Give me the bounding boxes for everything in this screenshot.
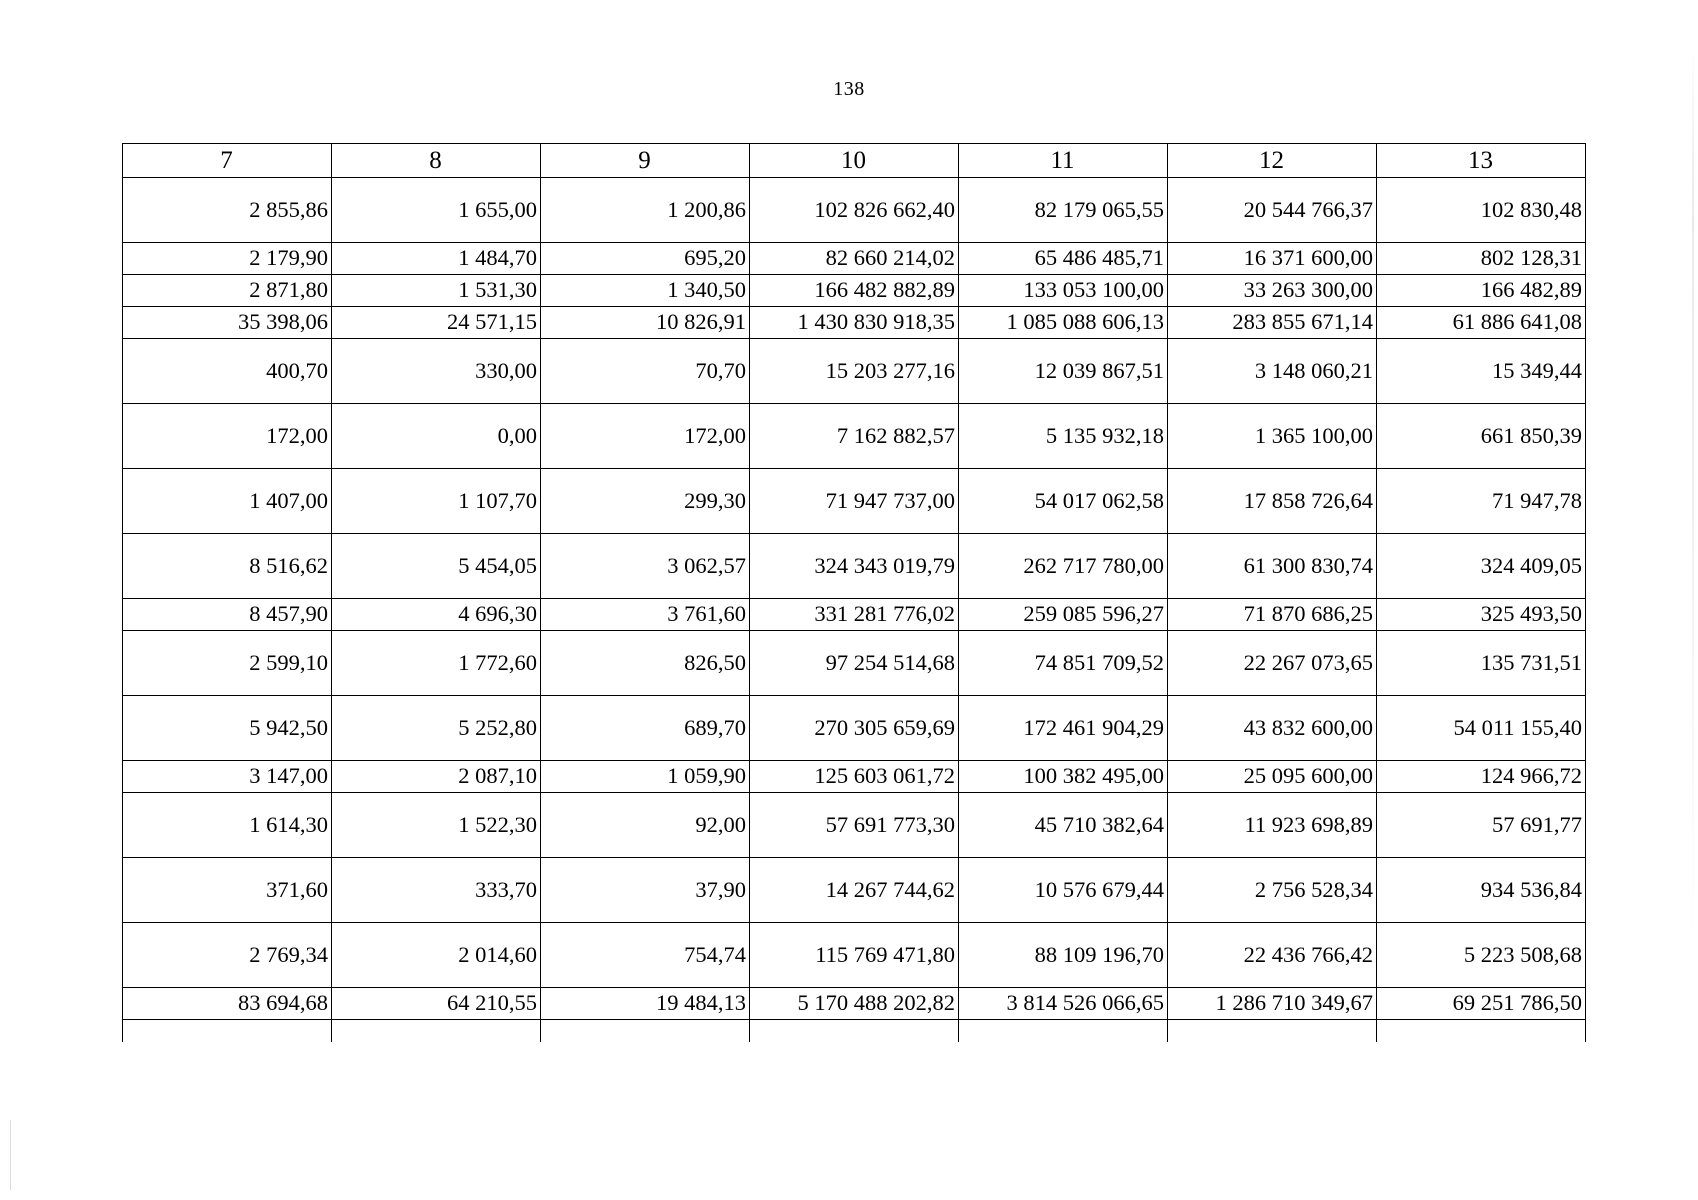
table-cell: 5 454,05 xyxy=(332,534,541,599)
header-row xyxy=(123,144,1586,178)
table-cell: 1 107,70 xyxy=(332,469,541,534)
table-cell: 802 128,31 xyxy=(1377,243,1586,275)
table-cell: 1 531,30 xyxy=(332,275,541,307)
table-cell: 15 349,44 xyxy=(1377,339,1586,404)
table-row-total xyxy=(123,988,1586,1020)
empty-cell xyxy=(332,1020,541,1043)
table-cell: 35 398,06 xyxy=(123,307,332,339)
table-cell: 25 095 600,00 xyxy=(1168,761,1377,793)
empty-cell xyxy=(750,1020,959,1043)
table-cell: 1 365 100,00 xyxy=(1168,404,1377,469)
table-cell: 15 203 277,16 xyxy=(750,339,959,404)
table-cell: 1 085 088 606,13 xyxy=(959,307,1168,339)
table-row xyxy=(123,534,1586,599)
table-cell: 57 691 773,30 xyxy=(750,793,959,858)
table-cell: 22 267 073,65 xyxy=(1168,631,1377,696)
table-cell: 262 717 780,00 xyxy=(959,534,1168,599)
table-cell: 100 382 495,00 xyxy=(959,761,1168,793)
table-cell: 270 305 659,69 xyxy=(750,696,959,761)
table-cell: 8 516,62 xyxy=(123,534,332,599)
table-cell: 3 147,00 xyxy=(123,761,332,793)
table-cell: 2 855,86 xyxy=(123,178,332,243)
table-cell: 37,90 xyxy=(541,858,750,923)
table-row-continuation xyxy=(123,1020,1586,1043)
table-cell: 166 482,89 xyxy=(1377,275,1586,307)
data-table xyxy=(122,143,1586,1042)
table-cell: 299,30 xyxy=(541,469,750,534)
table-cell: 1 407,00 xyxy=(123,469,332,534)
table-cell: 71 947,78 xyxy=(1377,469,1586,534)
table-cell: 102 830,48 xyxy=(1377,178,1586,243)
table-container xyxy=(122,143,1586,1042)
table-row xyxy=(123,631,1586,696)
table-cell: 88 109 196,70 xyxy=(959,923,1168,988)
table-cell: 324 343 019,79 xyxy=(750,534,959,599)
table-cell: 661 850,39 xyxy=(1377,404,1586,469)
table-cell: 754,74 xyxy=(541,923,750,988)
table-cell: 102 826 662,40 xyxy=(750,178,959,243)
table-row xyxy=(123,858,1586,923)
table-cell: 4 696,30 xyxy=(332,599,541,631)
table-cell: 70,70 xyxy=(541,339,750,404)
table-row xyxy=(123,469,1586,534)
table-cell: 33 263 300,00 xyxy=(1168,275,1377,307)
table-cell: 45 710 382,64 xyxy=(959,793,1168,858)
table-cell: 5 170 488 202,82 xyxy=(750,988,959,1020)
table-cell: 115 769 471,80 xyxy=(750,923,959,988)
table-cell: 1 200,86 xyxy=(541,178,750,243)
table-cell: 12 039 867,51 xyxy=(959,339,1168,404)
page-number: 138 xyxy=(833,78,865,100)
table-cell: 17 858 726,64 xyxy=(1168,469,1377,534)
table-cell: 74 851 709,52 xyxy=(959,631,1168,696)
table-cell: 1 614,30 xyxy=(123,793,332,858)
table-cell: 826,50 xyxy=(541,631,750,696)
column-header: 13 xyxy=(1377,144,1586,178)
table-cell: 3 814 526 066,65 xyxy=(959,988,1168,1020)
table-cell: 371,60 xyxy=(123,858,332,923)
table-row xyxy=(123,599,1586,631)
table-row xyxy=(123,761,1586,793)
table-cell: 54 017 062,58 xyxy=(959,469,1168,534)
empty-cell xyxy=(1377,1020,1586,1043)
table-cell: 331 281 776,02 xyxy=(750,599,959,631)
table-cell: 934 536,84 xyxy=(1377,858,1586,923)
table-cell: 14 267 744,62 xyxy=(750,858,959,923)
table-cell: 5 135 932,18 xyxy=(959,404,1168,469)
table-cell: 1 522,30 xyxy=(332,793,541,858)
table-cell: 57 691,77 xyxy=(1377,793,1586,858)
table-row xyxy=(123,404,1586,469)
table-row xyxy=(123,307,1586,339)
table-cell: 20 544 766,37 xyxy=(1168,178,1377,243)
table-cell: 16 371 600,00 xyxy=(1168,243,1377,275)
table-cell: 2 756 528,34 xyxy=(1168,858,1377,923)
table-cell: 3 148 060,21 xyxy=(1168,339,1377,404)
empty-cell xyxy=(541,1020,750,1043)
table-cell: 2 179,90 xyxy=(123,243,332,275)
table-cell: 324 409,05 xyxy=(1377,534,1586,599)
table-cell: 1 340,50 xyxy=(541,275,750,307)
table-cell: 1 430 830 918,35 xyxy=(750,307,959,339)
table-cell: 124 966,72 xyxy=(1377,761,1586,793)
table-cell: 135 731,51 xyxy=(1377,631,1586,696)
table-cell: 0,00 xyxy=(332,404,541,469)
table-cell: 1 655,00 xyxy=(332,178,541,243)
table-cell: 3 761,60 xyxy=(541,599,750,631)
table-cell: 71 947 737,00 xyxy=(750,469,959,534)
table-cell: 11 923 698,89 xyxy=(1168,793,1377,858)
table-row xyxy=(123,275,1586,307)
table-cell: 8 457,90 xyxy=(123,599,332,631)
table-cell: 22 436 766,42 xyxy=(1168,923,1377,988)
table-cell: 2 871,80 xyxy=(123,275,332,307)
table-cell: 125 603 061,72 xyxy=(750,761,959,793)
table-cell: 83 694,68 xyxy=(123,988,332,1020)
table-cell: 7 162 882,57 xyxy=(750,404,959,469)
table-cell: 43 832 600,00 xyxy=(1168,696,1377,761)
table-cell: 3 062,57 xyxy=(541,534,750,599)
table-cell: 1 484,70 xyxy=(332,243,541,275)
table-cell: 2 087,10 xyxy=(332,761,541,793)
column-header: 12 xyxy=(1168,144,1377,178)
table-cell: 97 254 514,68 xyxy=(750,631,959,696)
table-cell: 333,70 xyxy=(332,858,541,923)
scan-edge-artifact xyxy=(1692,40,1694,940)
table-cell: 64 210,55 xyxy=(332,988,541,1020)
table-cell: 2 599,10 xyxy=(123,631,332,696)
table-row xyxy=(123,923,1586,988)
table-cell: 71 870 686,25 xyxy=(1168,599,1377,631)
table-cell: 1 772,60 xyxy=(332,631,541,696)
table-cell: 24 571,15 xyxy=(332,307,541,339)
table-row xyxy=(123,178,1586,243)
column-header: 11 xyxy=(959,144,1168,178)
empty-cell xyxy=(123,1020,332,1043)
column-header: 10 xyxy=(750,144,959,178)
table-cell: 5 223 508,68 xyxy=(1377,923,1586,988)
column-header: 9 xyxy=(541,144,750,178)
table-cell: 92,00 xyxy=(541,793,750,858)
table-cell: 259 085 596,27 xyxy=(959,599,1168,631)
table-cell: 82 179 065,55 xyxy=(959,178,1168,243)
table-cell: 82 660 214,02 xyxy=(750,243,959,275)
table-row xyxy=(123,339,1586,404)
table-cell: 133 053 100,00 xyxy=(959,275,1168,307)
table-cell: 5 252,80 xyxy=(332,696,541,761)
table-cell: 172,00 xyxy=(123,404,332,469)
table-cell: 2 769,34 xyxy=(123,923,332,988)
table-row xyxy=(123,696,1586,761)
column-header: 8 xyxy=(332,144,541,178)
table-cell: 695,20 xyxy=(541,243,750,275)
table-row xyxy=(123,243,1586,275)
table-cell: 1 059,90 xyxy=(541,761,750,793)
table-cell: 1 286 710 349,67 xyxy=(1168,988,1377,1020)
table-cell: 283 855 671,14 xyxy=(1168,307,1377,339)
table-cell: 19 484,13 xyxy=(541,988,750,1020)
table-cell: 166 482 882,89 xyxy=(750,275,959,307)
table-cell: 65 486 485,71 xyxy=(959,243,1168,275)
table-cell: 10 576 679,44 xyxy=(959,858,1168,923)
table-cell: 5 942,50 xyxy=(123,696,332,761)
table-cell: 61 300 830,74 xyxy=(1168,534,1377,599)
column-header: 7 xyxy=(123,144,332,178)
empty-cell xyxy=(1168,1020,1377,1043)
empty-cell xyxy=(959,1020,1168,1043)
table-cell: 54 011 155,40 xyxy=(1377,696,1586,761)
table-cell: 2 014,60 xyxy=(332,923,541,988)
table-cell: 69 251 786,50 xyxy=(1377,988,1586,1020)
table-cell: 325 493,50 xyxy=(1377,599,1586,631)
table-cell: 61 886 641,08 xyxy=(1377,307,1586,339)
table-cell: 10 826,91 xyxy=(541,307,750,339)
table-cell: 172 461 904,29 xyxy=(959,696,1168,761)
table-cell: 330,00 xyxy=(332,339,541,404)
table-cell: 172,00 xyxy=(541,404,750,469)
table-row xyxy=(123,793,1586,858)
table-cell: 400,70 xyxy=(123,339,332,404)
scan-edge-artifact xyxy=(10,1120,11,1190)
table-cell: 689,70 xyxy=(541,696,750,761)
